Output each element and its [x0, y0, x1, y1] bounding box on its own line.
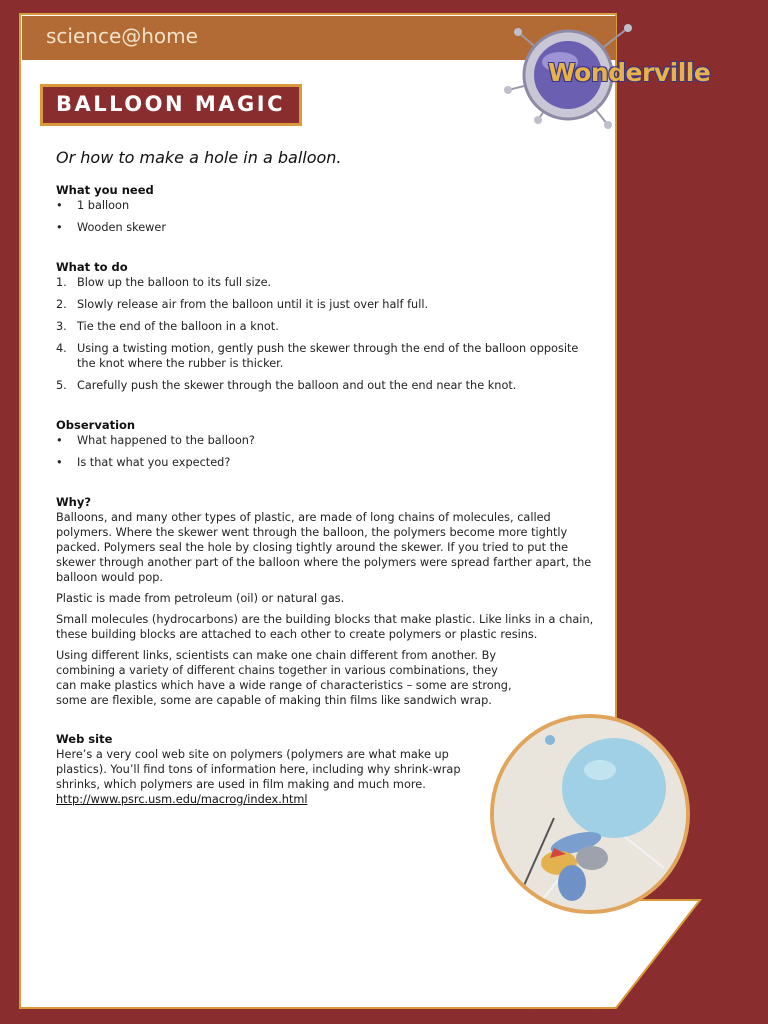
observation-list: [56, 433, 596, 470]
why-heading: Why?: [56, 495, 92, 509]
list-item: • Wooden skewer: [56, 221, 167, 234]
website-text: Here’s a very cool web site on polymers (polymers are what make up plastics). You’ll find tons of information here, including why shrink-wrap shrinks, which polymers are used in film making and much more.: [56, 748, 461, 791]
why-paragraph: Plastic is made from petroleum (oil) or natural gas.: [56, 592, 345, 605]
logo-text: Wonderville: [548, 58, 711, 87]
list-item: 5. Carefully push the skewer through the balloon and out the end near the knot.: [56, 379, 517, 392]
list-item: 2. Slowly release air from the balloon until it is just over half full.: [56, 298, 429, 311]
why-paragraph: Small molecules (hydrocarbons) are the building blocks that make plastic. Like links in a chain, these building blocks are attached to each other to create polymers or plastic resins.: [56, 613, 594, 641]
content: [56, 183, 596, 807]
list-item: • Is that what you expected?: [56, 456, 231, 469]
subtitle: Or how to make a hole in a balloon.: [56, 148, 342, 167]
list-item: • 1 balloon: [56, 199, 130, 212]
page-title: BALLOON MAGIC: [56, 92, 285, 116]
list-item: 3. Tie the end of the balloon in a knot.: [56, 320, 279, 333]
need-heading: What you need: [56, 183, 154, 197]
need-list: [56, 198, 596, 235]
observation-heading: Observation: [56, 418, 136, 432]
website-link[interactable]: http://www.psrc.usm.edu/macrog/index.html: [56, 793, 308, 806]
why-paragraph: Using different links, scientists can make one chain different from another. By combining a variety of different chains together in various combinations, they can make plastics which have a wide range of characteristics – some are strong, some are flexible, some are capable of making thin films like sandwich wrap.: [56, 649, 512, 707]
balloon-photo: [490, 714, 690, 914]
website-heading: Web site: [56, 732, 113, 746]
todo-list: [56, 275, 596, 393]
why-paragraph: Balloons, and many other types of plastic, are made of long chains of molecules, called polymers. Where the skewer went through the balloon, the polymers become more tightly packed. Polymers seal the hole by closing tightly around the skewer. If you tried to put the skewer through another part of the balloon where the polymers were spread farther apart, the balloon would pop.: [56, 511, 592, 584]
list-item: 4. Using a twisting motion, gently push the skewer through the end of the balloon opposite the knot where the rubber is thicker.: [56, 342, 579, 370]
todo-heading: What to do: [56, 260, 128, 274]
list-item: • What happened to the balloon?: [56, 434, 255, 447]
list-item: 1. Blow up the balloon to its full size.: [56, 276, 272, 289]
site-name: science@home: [46, 24, 198, 48]
balloon-illustration: [494, 718, 686, 910]
